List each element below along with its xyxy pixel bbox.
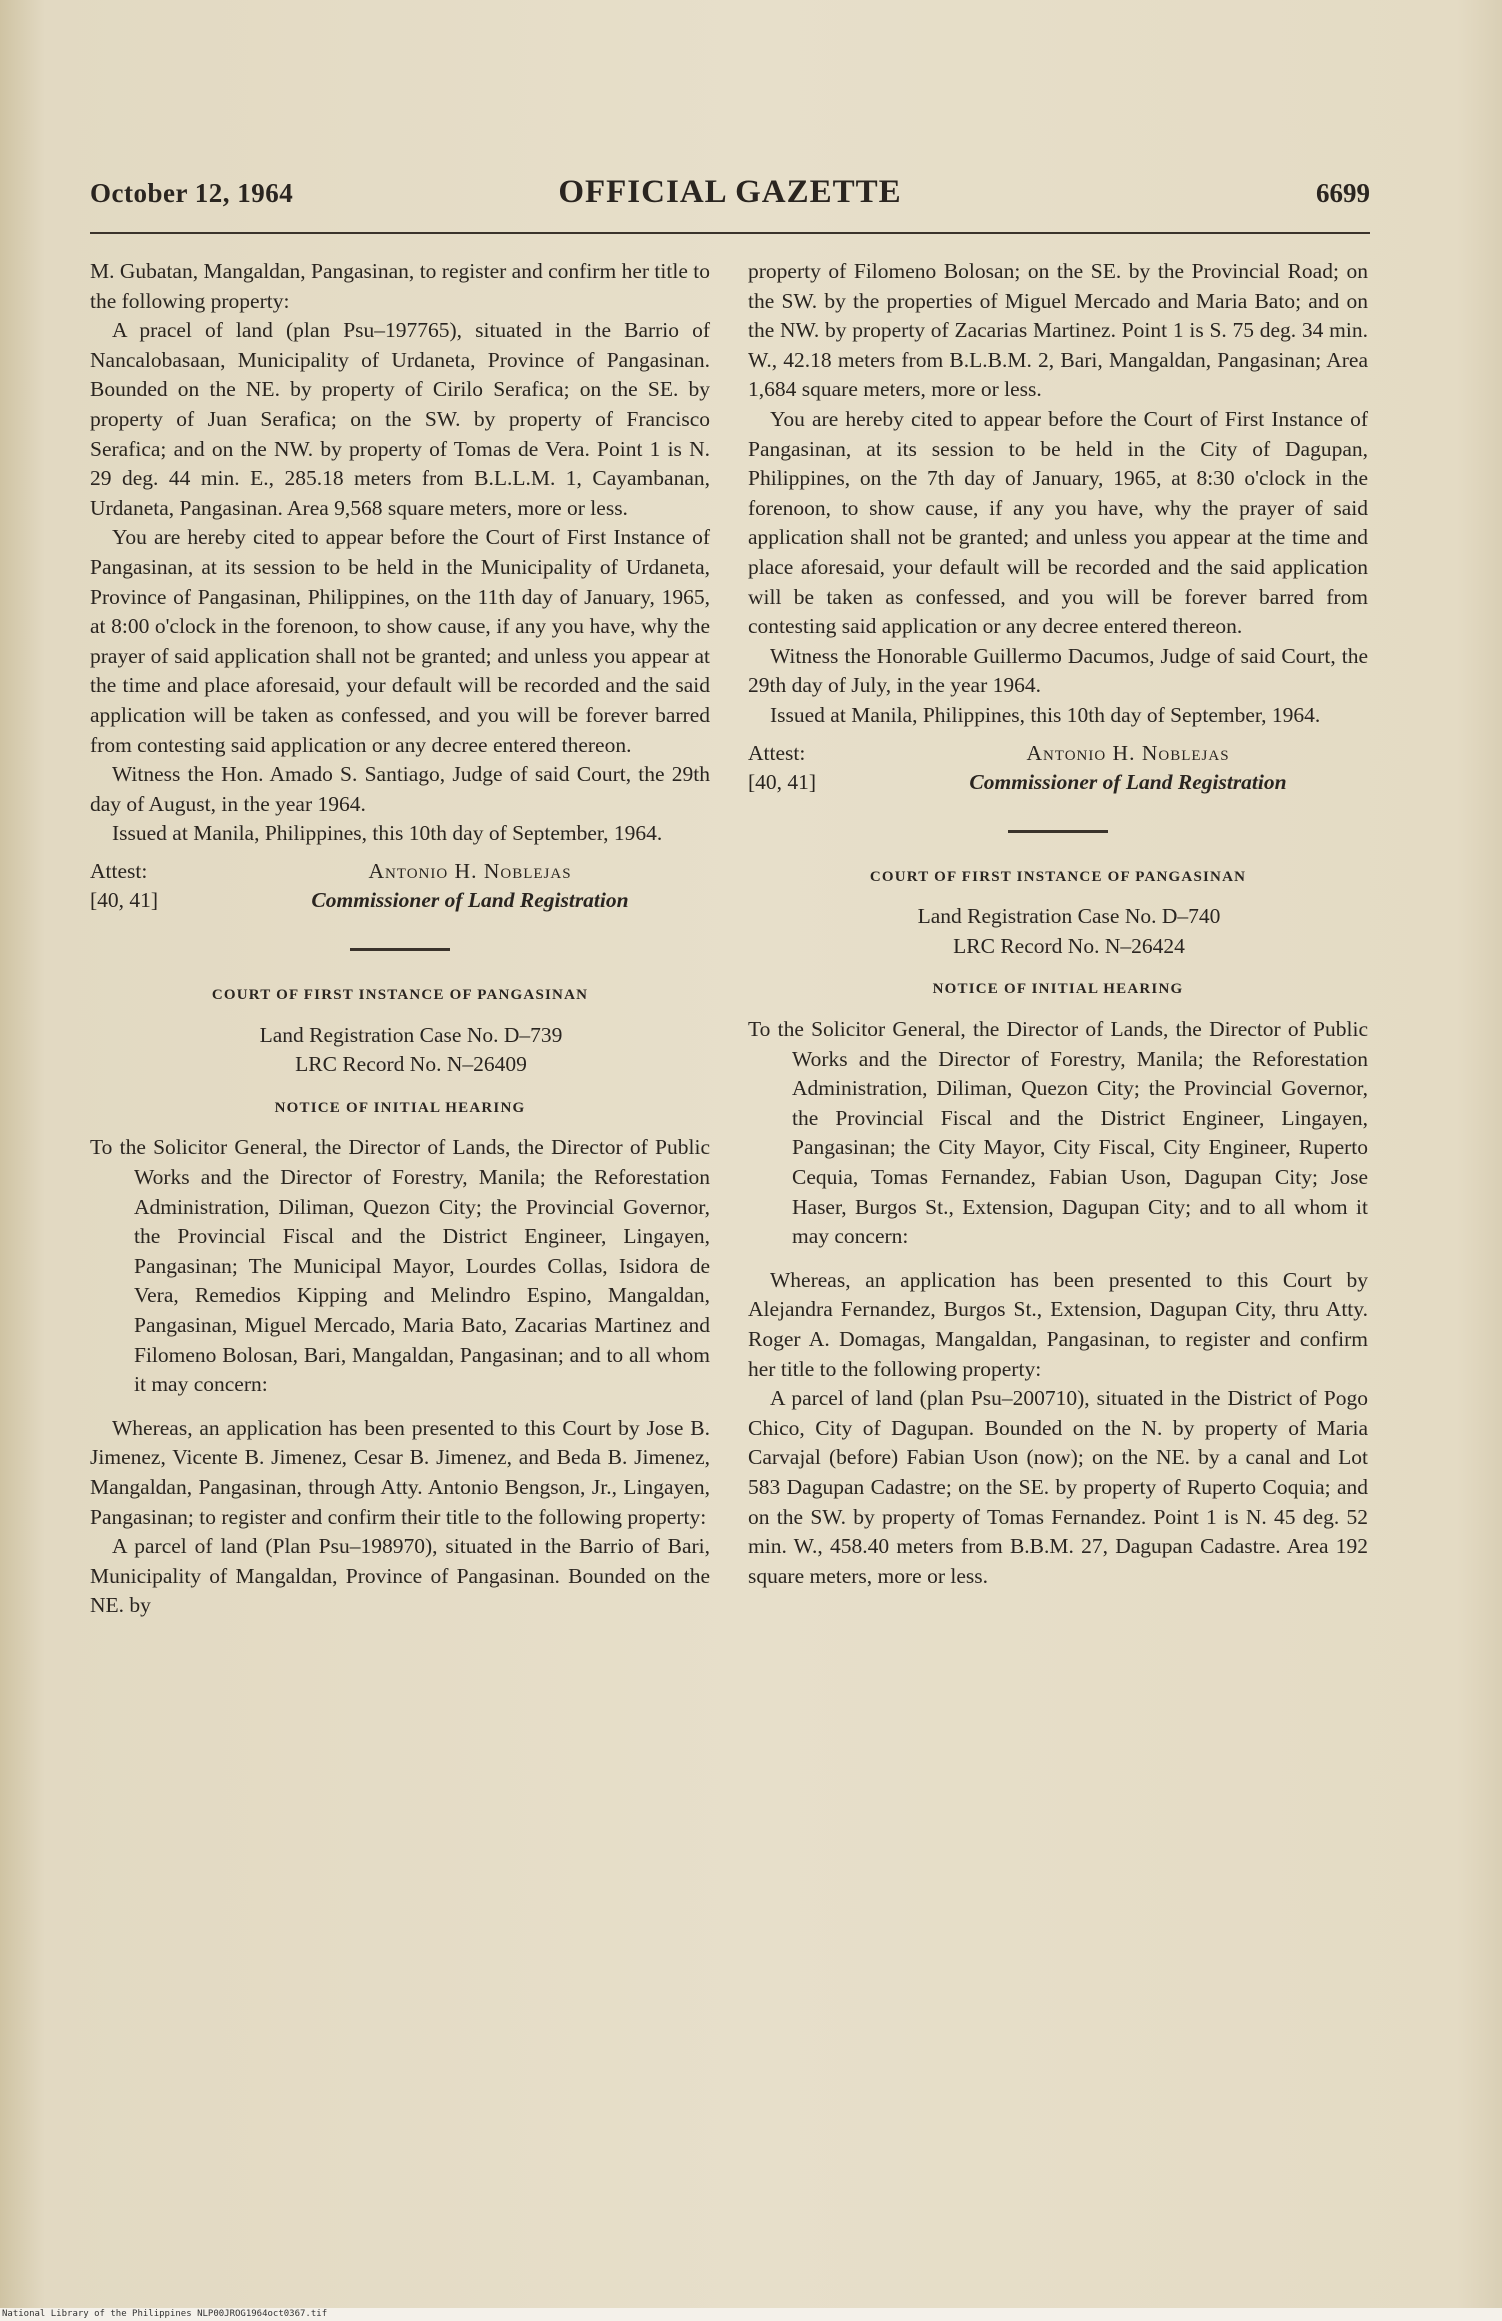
section-separator (350, 948, 450, 951)
addressee-list: To the Solicitor General, the Director of Lands, the Director of Public Works and the Director of Forestry, Manila; the Reforestation Administration, Diliman, Quezon City; the Provincial Governor, the Provincial Fiscal and the District Engineer, Lingayen, Pangasinan; The Municipal Mayor, Lourdes Collas, Isidora de Vera, Remedios Kipping and Melindro Espino, Mangaldan, Pangasinan, Miguel Mercado, Maria Bato, Zacarias Martinez and Filomeno Bolosan, Bari, Mangaldan, Pangasinan; and to all whom it may concern: (90, 1135, 710, 1397)
court-heading: COURT OF FIRST INSTANCE OF PANGASINAN (211, 987, 589, 1004)
reference-number: [40, 41] (90, 888, 159, 913)
paragraph: You are hereby cited to appear before the Court of First Instance of Pangasinan, at its session to be held in the City of Dagupan, Philippines, on the 7th day of January, 1965, at 8:30 o'clock in the forenoon, to show cause, if any you have, why the prayer of said application shall not be granted; and unless you appear at the time and place aforesaid, your default will be recorded and the said application will be taken as confessed, and you will be forever barred from contesting said application or any decree entered thereon. (748, 406, 1368, 639)
right-column (748, 257, 1368, 1591)
footer-text: National Library of the Philippines NLP00JROG1964oct0367.tif (2, 2309, 328, 2319)
page-header (90, 174, 1370, 218)
left-column (90, 257, 710, 1621)
addressee-list: To the Solicitor General, the Director of Lands, the Director of Public Works and the Director of Forestry, Manila; the Reforestation Administration, Diliman, Quezon City; the Provincial Governor, the Provincial Fiscal and the District Engineer, Lingayen, Pangasinan; the City Mayor, City Fiscal, City Engineer, Ruperto Cequia, Tomas Fernandez, Fabian Uson, Dagupan City; Jose Haser, Burgos St., Extension, Dagupan City; and to all whom it may concern: (748, 1017, 1368, 1249)
record-number: LRC Record No. N–26424 (953, 933, 1185, 958)
notice-heading: NOTICE OF INITIAL HEARING (932, 981, 1184, 998)
paragraph: A pracel of land (plan Psu–197765), situated in the Barrio of Nancalobasaan, Municipality of Urdaneta, Province of Pangasinan. Bounded on the NE. by property of Cirilo Serafica; on the SE. by property of Juan Serafica; on the SW. by property of Francisco Serafica; and on the NW. by property of Tomas de Vera. Point 1 is N. 29 deg. 44 min. E., 285.18 meters from B.L.L.M. 1, Cayambanan, Urdaneta, Pangasinan. Area 9,568 square meters, more or less. (90, 318, 710, 520)
commissioner-title: Commissioner of Land Registration (311, 888, 629, 913)
commissioner-title: Commissioner of Land Registration (969, 770, 1287, 795)
attest-label: Attest: (90, 858, 148, 883)
paragraph: You are hereby cited to appear before the Court of First Instance of Pangasinan, at its session to be held in the Municipality of Urdaneta, Province of Pangasinan, Philippines, on the 11th day of January, 1965, at 8:00 o'clock in the forenoon, to show cause, if any you have, why the prayer of said application shall not be granted; and unless you appear at the time and place aforesaid, your default will be recorded and the said application will be taken as confessed, and you will be forever barred from contesting said application or any decree entered thereon. (90, 525, 710, 757)
scan-footer (0, 2308, 1502, 2321)
paragraph: property of Filomeno Bolosan; on the SE. by the Provincial Road; on the SW. by the properties of Miguel Mercado and Maria Bato; and on the NW. by property of Zacarias Martinez. Point 1 is S. 75 deg. 34 min. W., 42.18 meters from B.L.B.M. 2, Bari, Mangaldan, Pangasinan; Area 1,684 square meters, more or less. (748, 259, 1368, 402)
reference-number: [40, 41] (748, 770, 817, 795)
attest-label: Attest: (748, 740, 806, 765)
attest-line (90, 857, 710, 887)
paragraph: A parcel of land (Plan Psu–198970), situated in the Barrio of Bari, Municipality of Mangaldan, Province of Pangasinan. Bounded on the NE. by (90, 1534, 710, 1618)
attest-name: Antonio H. Noblejas (1026, 740, 1230, 765)
court-heading: COURT OF FIRST INSTANCE OF PANGASINAN (869, 868, 1247, 885)
notice-heading: NOTICE OF INITIAL HEARING (274, 1099, 526, 1116)
page-number: 6699 (1316, 178, 1370, 208)
commissioner-line (90, 886, 710, 916)
case-number: Land Registration Case No. D–739 (259, 1022, 563, 1047)
header-rule (90, 232, 1370, 234)
paragraph: Witness the Honorable Guillermo Dacumos, Judge of said Court, the 29th day of July, in the year 1964. (748, 643, 1368, 698)
paragraph: Witness the Hon. Amado S. Santiago, Judge of said Court, the 29th day of August, in the year 1964. (90, 762, 710, 816)
paragraph: Whereas, an application has been presented to this Court by Jose B. Jimenez, Vicente B. Jimenez, Cesar B. Jimenez, and Beda B. Jimenez, Mangaldan, Pangasinan, through Atty. Antonio Bengson, Jr., Lingayen, Pangasinan; to register and confirm their title to the following property: (90, 1415, 710, 1529)
section-separator (1008, 830, 1108, 833)
paragraph: Issued at Manila, Philippines, this 10th day of September, 1964. (770, 702, 1321, 727)
paragraph: Whereas, an application has been presented to this Court by Alejandra Fernandez, Burgos St., Extension, Dagupan City, thru Atty. Roger A. Domagas, Mangaldan, Pangasinan, to register and confirm her title to the following property: (748, 1267, 1368, 1381)
case-number: Land Registration Case No. D–740 (917, 904, 1221, 929)
publication-title: OFFICIAL GAZETTE (558, 174, 902, 210)
paragraph: M. Gubatan, Mangaldan, Pangasinan, to register and confirm her title to the following property: (90, 259, 710, 313)
paragraph: Issued at Manila, Philippines, this 10th day of September, 1964. (112, 821, 663, 846)
issue-date: October 12, 1964 (90, 178, 294, 208)
paragraph: A parcel of land (plan Psu–200710), situated in the District of Pogo Chico, City of Dagupan. Bounded on the N. by property of Maria Carvajal (before) Fabian Uson (now); on the NE. by a canal and Lot 583 Dagupan Cadastre; on the SE. by property of Ruperto Coquia; and on the SW. by property of Tomas Fernandez. Point 1 is N. 45 deg. 52 min. W., 458.40 meters from B.B.M. 27, Dagupan Cadastre. Area 192 square meters, more or less. (748, 1386, 1368, 1588)
record-number: LRC Record No. N–26409 (295, 1052, 527, 1077)
attest-line (748, 739, 1368, 769)
commissioner-line (748, 768, 1368, 798)
attest-name: Antonio H. Noblejas (368, 858, 572, 883)
